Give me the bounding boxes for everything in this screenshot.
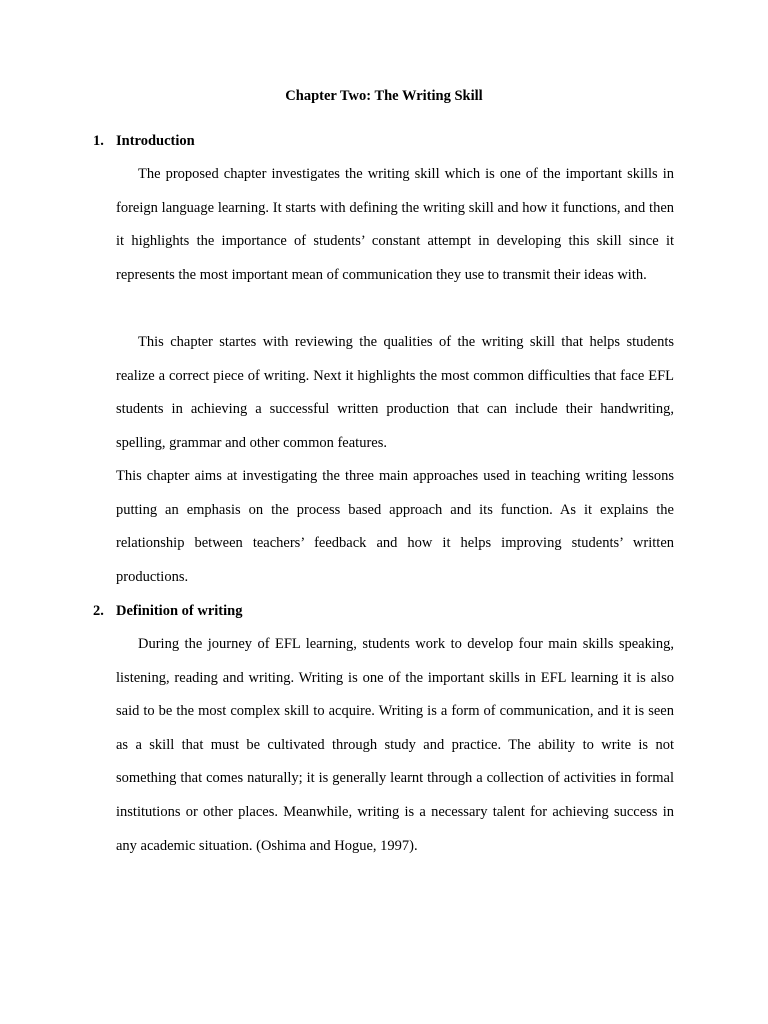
- intro-paragraph-2: This chapter startes with reviewing the qualities of the writing skill that helps students realize a correct piece of writing. Next it highlights the most common difficulties that face EFL students in achieving a successful written production that can include their handwriting, spelling, grammar and other common features.: [116, 334, 674, 451]
- section-heading-introduction: [93, 133, 195, 150]
- intro-paragraph-3: This chapter aims at investigating the three main approaches used in teaching writing lessons putting an emphasis on the process based approach and its function. As it explains the relationship between teachers’ feedback and how it helps improving students’ written productions.: [116, 468, 674, 585]
- section-title: Definition of writing: [116, 603, 243, 619]
- section-number: 2.: [93, 603, 104, 619]
- section-title: Introduction: [116, 133, 195, 149]
- intro-paragraph-1: The proposed chapter investigates the writing skill which is one of the important skills in foreign language learning. It starts with defining the writing skill and how it functions, and then it highlights the importance of students’ constant attempt in developing this skill since it represents the most important mean of communication they use to transmit their ideas with.: [116, 166, 674, 283]
- section-number: 1.: [93, 133, 104, 149]
- section-heading-definition: [93, 603, 242, 620]
- chapter-title: Chapter Two: The Writing Skill: [285, 88, 483, 104]
- definition-paragraph-1: During the journey of EFL learning, students work to develop four main skills speaking, listening, reading and writing. Writing is one of the important skills in EFL learning it is also said to be the most complex skill to acquire. Writing is a form of communication, and it is seen as a skill that must be cultivated through study and practice. The ability to write is not something that comes naturally; it is generally learnt through a collection of activities in formal institutions or other places. Meanwhile, writing is a necessary talent for achieving success in any academic situation. (Oshima and Hogue, 1997).: [116, 636, 674, 854]
